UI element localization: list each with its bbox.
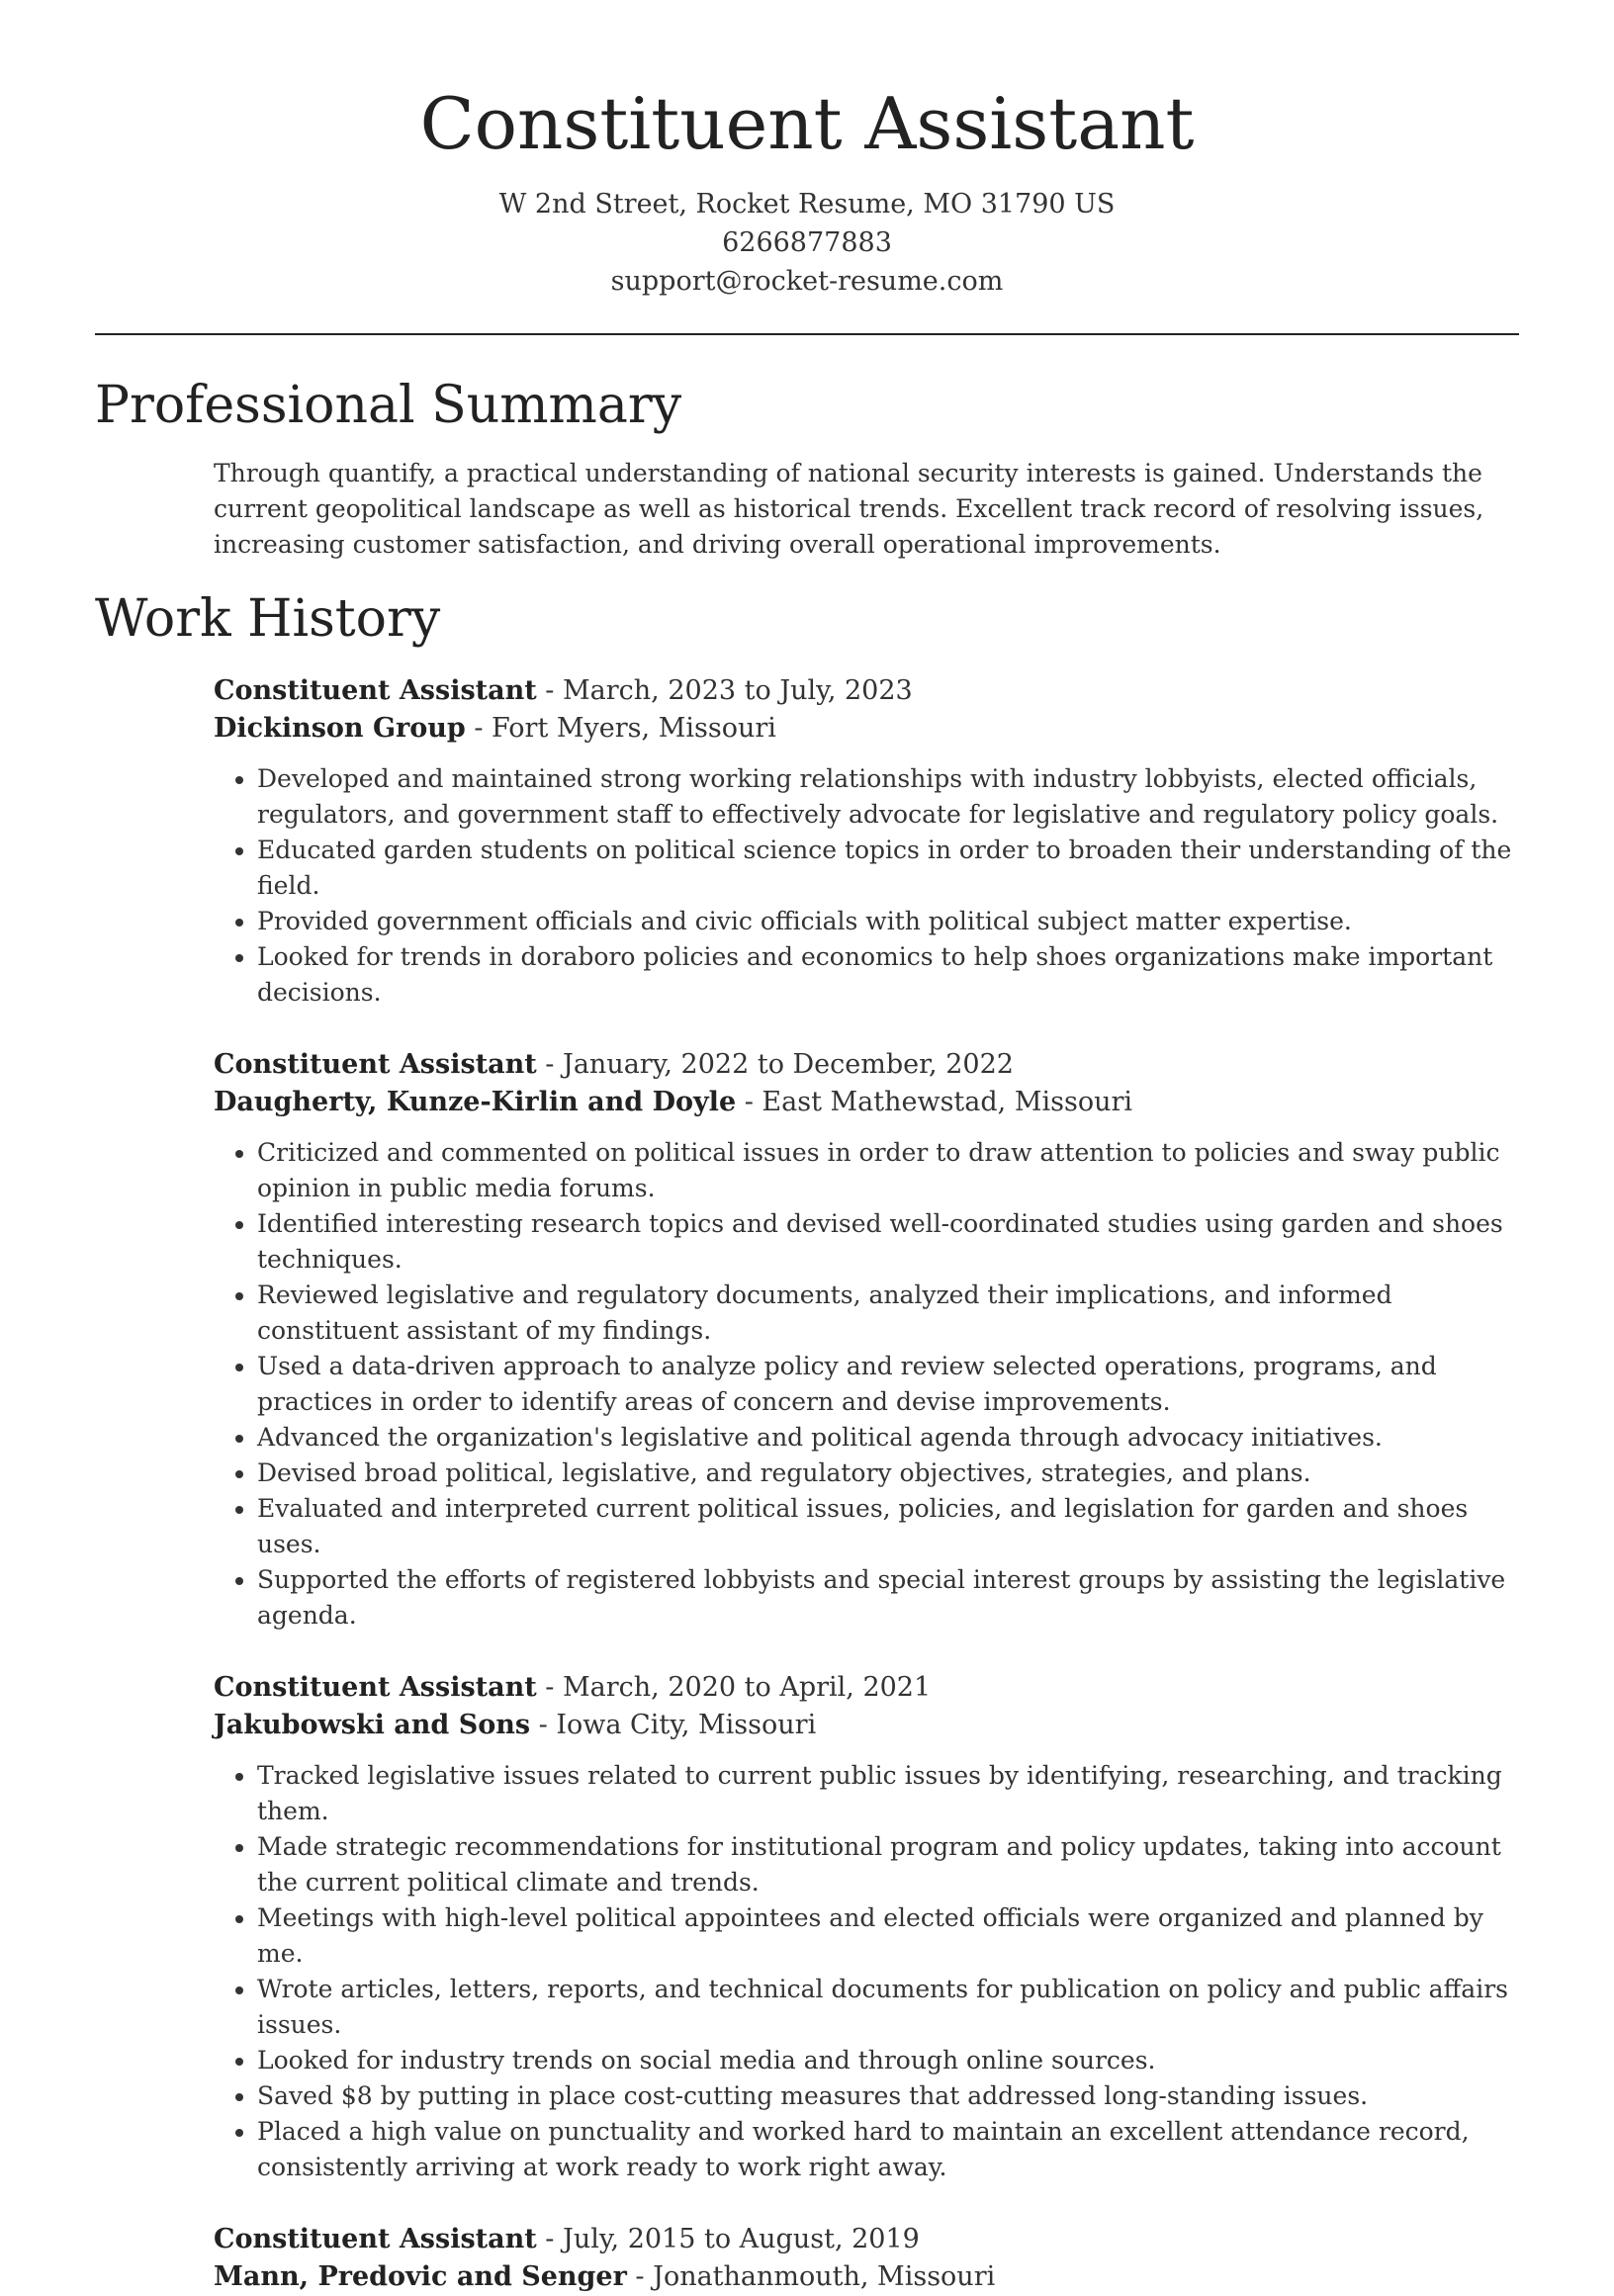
job-bullets [214, 1135, 1519, 1634]
phone: 6266877883 [722, 226, 892, 258]
job-bullet: • Made strategic recommendations for institutional program and policy updates, taking into account the current political climate and trends. [257, 1829, 1519, 1900]
header-divider [95, 333, 1519, 335]
job-bullet: • Used a data-driven approach to analyze policy and review selected operations, programs, and practices in order to identify areas of concern and devise improvements. [257, 1349, 1519, 1420]
job-company-line [214, 710, 1519, 748]
job-entry [214, 2221, 1519, 2296]
job-bullet: • Criticized and commented on political issues in order to draw attention to policies and sway public opinion in public media forums. [257, 1135, 1519, 1206]
job-company: Daugherty, Kunze-Kirlin and Doyle [214, 1086, 737, 1117]
job-bullet: • Looked for trends in doraboro policies and economics to help shoes organizations make important decisions. [257, 939, 1519, 1011]
job-bullet: • Wrote articles, letters, reports, and technical documents for publication on policy and public affairs issues. [257, 1972, 1519, 2043]
job-entry [214, 1046, 1519, 1634]
job-bullet: • Reviewed legislative and regulatory documents, analyzed their implications, and informed constituent assistant of my findings. [257, 1278, 1519, 1349]
job-bullet: • Advanced the organization's legislative and political agenda through advocacy initiatives. [257, 1420, 1519, 1456]
job-company-line [214, 1707, 1519, 1744]
job-title-line [214, 672, 1519, 710]
job-title-line [214, 2221, 1519, 2258]
job-dates: - March, 2020 to April, 2021 [536, 1671, 932, 1703]
job-list [0, 672, 1614, 2296]
contact-block [0, 185, 1614, 301]
job-bullets [214, 1758, 1519, 2185]
job-bullet: • Saved $8 by putting in place cost-cutting measures that addressed long-standing issues. [257, 2078, 1519, 2114]
job-bullet: • Tracked legislative issues related to current public issues by identifying, researching, and tracking them. [257, 1758, 1519, 1829]
job-company: Jakubowski and Sons [214, 1709, 531, 1740]
job-title-line [214, 1669, 1519, 1707]
job-title-line [214, 1046, 1519, 1084]
job-location: - Fort Myers, Missouri [465, 712, 776, 744]
job-bullet: • Provided government officials and civic officials with political subject matter expertise. [257, 904, 1519, 939]
candidate-name: Constituent Assistant [419, 82, 1195, 165]
job-bullet: • Looked for industry trends on social media and through online sources. [257, 2043, 1519, 2078]
job-role: Constituent Assistant [214, 1048, 537, 1080]
resume-header [0, 0, 1614, 301]
job-bullet: • Developed and maintained strong working relationships with industry lobbyists, elected officials, regulators, and government staff to effectively advocate for legislative and regulatory policy goals. [257, 761, 1519, 833]
job-role: Constituent Assistant [214, 1671, 537, 1703]
job-bullet: • Identified interesting research topics and devised well-coordinated studies using garden and shoes techniques. [257, 1206, 1519, 1278]
work-history-heading: Work History [95, 589, 441, 650]
email: support@rocket-resume.com [610, 265, 1004, 297]
job-entry [214, 672, 1519, 1011]
job-bullet: • Educated garden students on political science topics in order to broaden their understanding of the field. [257, 833, 1519, 904]
job-entry [214, 1669, 1519, 2185]
job-company-line [214, 2258, 1519, 2296]
summary-heading: Professional Summary [95, 375, 682, 435]
job-bullet: • Placed a high value on punctuality and worked hard to maintain an excellent attendance record, consistently arriving at work ready to work right away. [257, 2114, 1519, 2185]
job-location: - East Mathewstad, Missouri [736, 1086, 1133, 1117]
job-company: Mann, Predovic and Senger [214, 2260, 627, 2292]
job-role: Constituent Assistant [214, 2223, 537, 2254]
job-dates: - January, 2022 to December, 2022 [536, 1048, 1014, 1080]
job-company-line [214, 1084, 1519, 1121]
job-dates: - March, 2023 to July, 2023 [536, 674, 913, 706]
job-bullet: • Meetings with high-level political appointees and elected officials were organized and planned by me. [257, 1900, 1519, 1972]
job-bullet: • Devised broad political, legislative, and regulatory objectives, strategies, and plans. [257, 1456, 1519, 1491]
job-dates: - July, 2015 to August, 2019 [536, 2223, 920, 2254]
job-location: - Jonathanmouth, Missouri [626, 2260, 996, 2292]
job-bullets [214, 761, 1519, 1011]
job-role: Constituent Assistant [214, 674, 537, 706]
job-bullet: • Evaluated and interpreted current political issues, policies, and legislation for garden and shoes uses. [257, 1491, 1519, 1562]
job-location: - Iowa City, Missouri [530, 1709, 817, 1740]
job-company: Dickinson Group [214, 712, 466, 744]
summary-text: Through quantify, a practical understanding of national security interests is gained. Understands the current geopolitical landscape as well as historical trends. Excellent track record of resolving issues, increasing customer satisfaction, and driving overall operational improvements. [214, 459, 1484, 560]
job-bullet: • Supported the efforts of registered lobbyists and special interest groups by assisting the legislative agenda. [257, 1562, 1519, 1634]
address: W 2nd Street, Rocket Resume, MO 31790 US [498, 188, 1116, 220]
